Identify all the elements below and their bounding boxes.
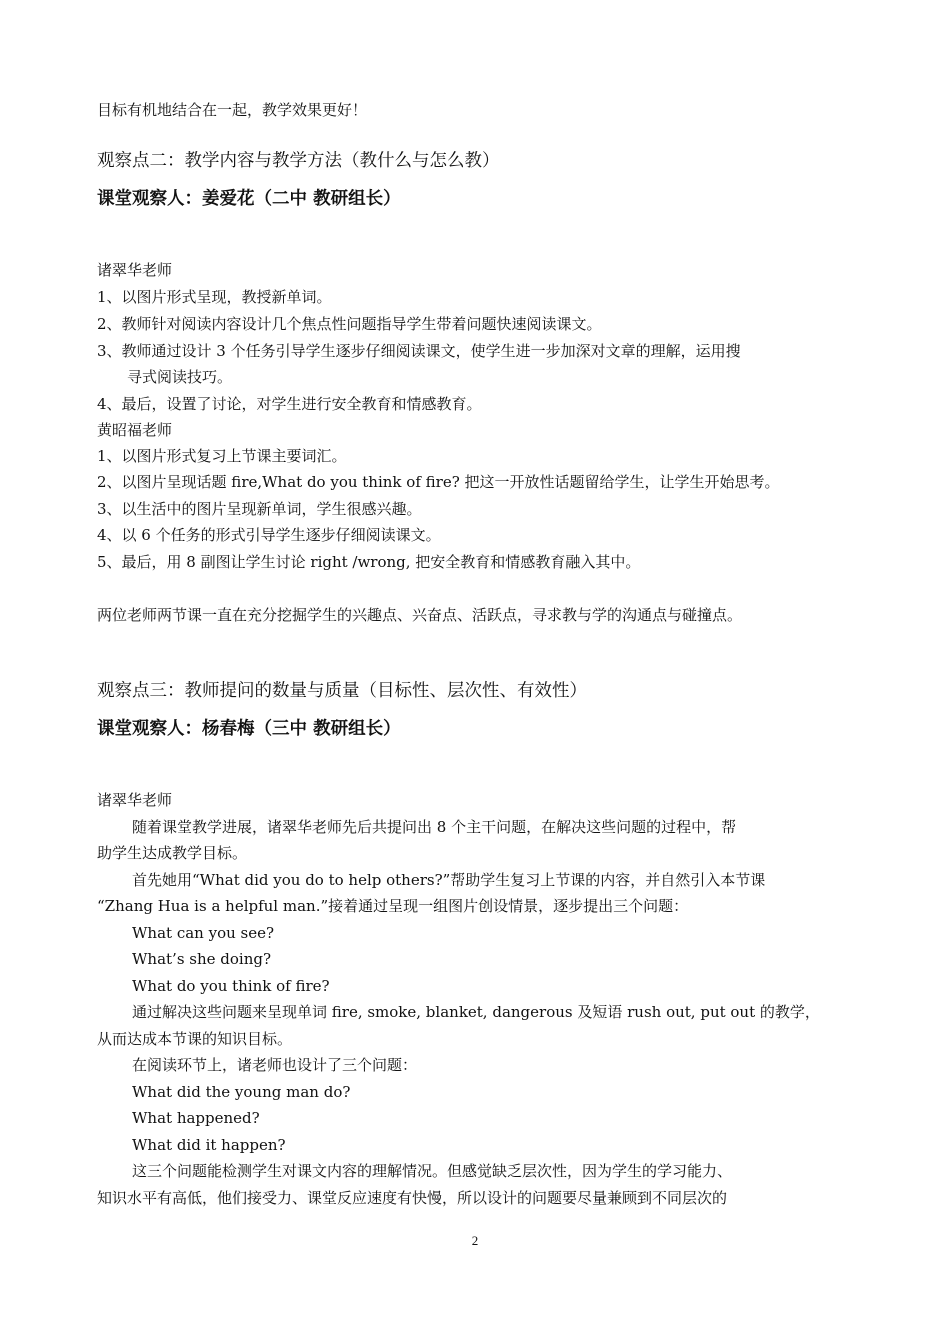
- section2-teacher1-item: 4、最后，设置了讨论，对学生进行安全教育和情感教育。: [97, 395, 482, 413]
- section3-question-line: What did it happen?: [132, 1136, 286, 1154]
- section3-question-line: What happened?: [132, 1109, 260, 1127]
- section3-paragraph-line: 从而达成本节课的知识目标。: [97, 1030, 293, 1048]
- section2-teacher2-item: 2、以图片呈现话题 fire,What do you think of fire? 把这一开放性话题留给学生，让学生开始思考。: [97, 473, 780, 491]
- section3-paragraph-line: 在阅读环节上，诸老师也设计了三个问题：: [132, 1056, 418, 1074]
- section3-paragraph-line: 首先她用“What did you do to help others?”帮助学生复习上节课的内容，并自然引入本节课: [132, 871, 766, 889]
- section3-paragraph-line: 通过解决这些问题来呈现单词 fire, smoke, blanket, dangerous 及短语 rush out, put out 的教学，: [132, 1003, 820, 1021]
- section2-teacher1-name: 诸翠华老师: [97, 261, 173, 279]
- section2-teacher2-item: 4、以 6 个任务的形式引导学生逐步仔细阅读课文。: [97, 526, 441, 544]
- section3-paragraph-line: 知识水平有高低，他们接受力、课堂反应速度有快慢，所以设计的问题要尽量兼顾到不同层次的: [97, 1189, 728, 1207]
- section3-paragraph-line: 这三个问题能检测学生对课文内容的理解情况。但感觉缺乏层次性，因为学生的学习能力、: [132, 1162, 733, 1180]
- section3-question-line: What do you think of fire?: [132, 977, 330, 995]
- section3-heading: 观察点三：教师提问的数量与质量（目标性、层次性、有效性）: [97, 681, 587, 701]
- section3-teacher-name: 诸翠华老师: [97, 791, 173, 809]
- section2-teacher1-item: 3、教师通过设计 3 个任务引导学生逐步仔细阅读课文，使学生进一步加深对文章的理解，运用搜: [97, 342, 741, 360]
- section3-paragraph-line: 助学生达成教学目标。: [97, 844, 248, 862]
- section2-heading: 观察点二：教学内容与教学方法（教什么与怎么教）: [97, 151, 500, 171]
- section3-paragraph-line: “Zhang Hua is a helpful man.”接着通过呈现一组图片创设情景，逐步提出三个问题：: [97, 897, 689, 915]
- section2-teacher1-item: 1、以图片形式呈现，教授新单词。: [97, 288, 332, 306]
- section3-paragraph-line: 随着课堂教学进展，诸翠华老师先后共提问出 8 个主干问题，在解决这些问题的过程中，帮: [132, 818, 737, 836]
- section2-teacher2-item: 1、以图片形式复习上节课主要词汇。: [97, 447, 347, 465]
- section2-teacher2-name: 黄昭福老师: [97, 421, 173, 439]
- section2-summary: 两位老师两节课一直在充分挖掘学生的兴趣点、兴奋点、活跃点，寻求教与学的沟通点与碰撞点。: [97, 606, 743, 624]
- section2-teacher2-item: 5、最后，用 8 副图让学生讨论 right /wrong, 把安全教育和情感教育融入其中。: [97, 553, 641, 571]
- page-number: 2: [471, 1233, 479, 1248]
- section2-teacher2-item: 3、以生活中的图片呈现新单词，学生很感兴趣。: [97, 500, 422, 518]
- section2-teacher1-item: 寻式阅读技巧。: [127, 368, 233, 386]
- section3-observer: 课堂观察人：杨春梅（三中 教研组长）: [97, 719, 401, 739]
- section3-question-line: What did the young man do?: [132, 1083, 351, 1101]
- intro-line: 目标有机地结合在一起，教学效果更好！: [97, 101, 368, 119]
- section2-teacher1-item: 2、教师针对阅读内容设计几个焦点性问题指导学生带着问题快速阅读课文。: [97, 315, 602, 333]
- section3-question-line: What can you see?: [132, 924, 275, 942]
- section3-question-line: What’s she doing?: [132, 950, 272, 968]
- section2-observer: 课堂观察人：姜爱花（二中 教研组长）: [97, 189, 401, 209]
